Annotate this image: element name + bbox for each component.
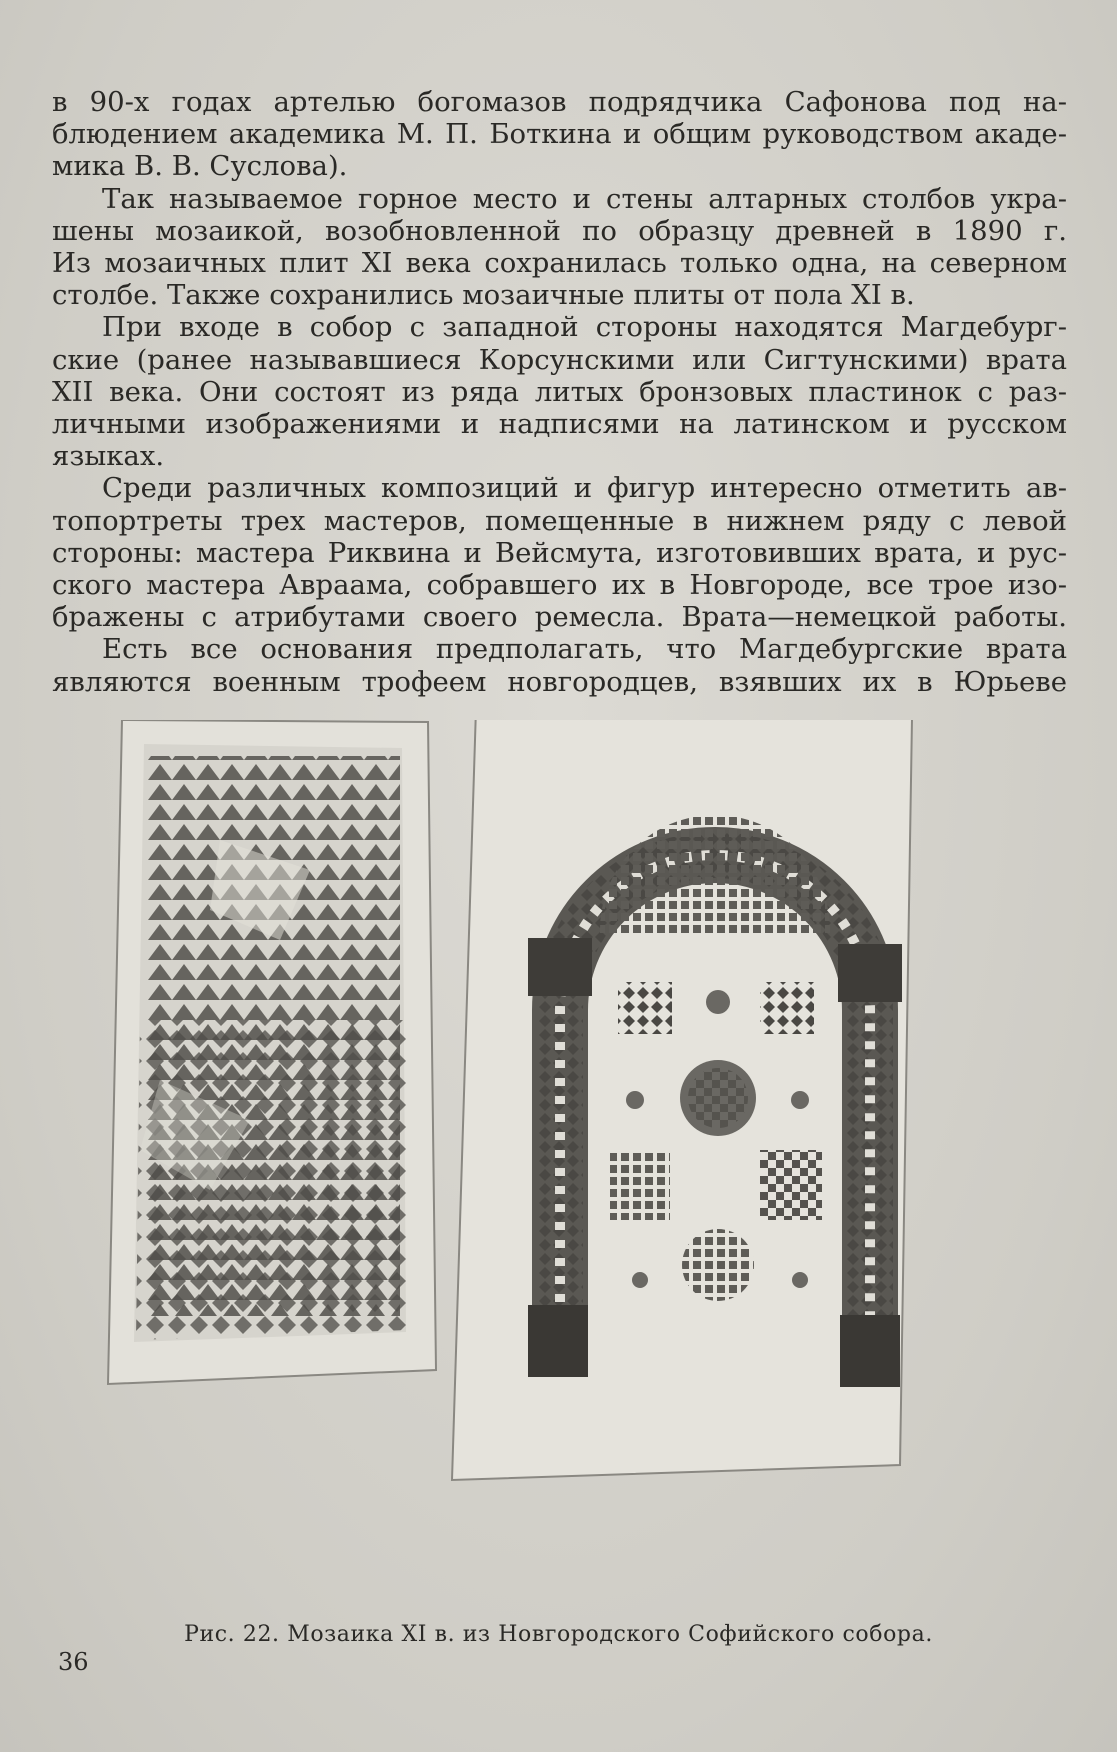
page-number: 36 (58, 1648, 89, 1676)
paragraph-3 (52, 311, 1067, 472)
text-line: бражены с атрибутами своего ремесла. Врата—немецкой работы. (52, 601, 1067, 634)
text-line: стороны: мастера Риквина и Вейсмута, изготовивших врата, и рус- (52, 536, 1067, 569)
text-line: языках. (52, 440, 165, 473)
text-line: Так называемое горное место и стены алтарных столбов укра- (102, 182, 1067, 215)
text-line: личными изображениями и надписями на латинском и русском (52, 408, 1067, 441)
text-line: Среди различных композиций и фигур интересно отметить ав- (102, 472, 1067, 505)
text-line: Есть все основания предполагать, что Магдебургские врата (102, 633, 1067, 666)
text-line: столбе. Также сохранились мозаичные плиты от пола XI в. (52, 279, 915, 312)
text-line: шены мозаикой, возобновленной по образцу древней в 1890 г. (52, 214, 1067, 247)
paragraph-4 (52, 472, 1067, 633)
paragraph-1 (52, 86, 1067, 183)
text-line: XII века. Они состоят из ряда литых бронзовых пластинок с раз- (52, 375, 1067, 408)
text-line: топортреты трех мастеров, помещенные в нижнем ряду с левой (52, 504, 1067, 537)
text-line: являются военным трофеем новгородцев, взявших их в Юрьеве (52, 665, 1067, 698)
right-mosaic-slab (452, 720, 912, 1480)
text-line: Из мозаичных плит XI века сохранилась только одна, на северном (52, 247, 1067, 280)
paragraph-2 (52, 183, 1067, 312)
text-line: блюдением академика М. П. Боткина и общим руководством акаде- (52, 118, 1067, 151)
left-mosaic-slab (108, 720, 436, 1384)
body-text (52, 86, 1067, 698)
text-line: ского мастера Авраама, собравшего их в Новгороде, все трое изо- (52, 569, 1067, 602)
text-line: ские (ранее называвшиеся Корсунскими или Сигтунскими) врата (52, 343, 1067, 376)
text-line: мика В. В. Суслова). (52, 150, 348, 183)
mosaic-figure (100, 720, 1010, 1610)
text-line: При входе в собор с западной стороны находятся Магдебург- (102, 311, 1067, 344)
paragraph-5 (52, 633, 1067, 697)
text-line: в 90-х годах артелью богомазов подрядчика Сафонова под на- (52, 86, 1067, 118)
mosaic-illustration (100, 720, 1010, 1610)
figure-caption: Рис. 22. Мозаика XI в. из Новгородского Софийского собора. (184, 1622, 933, 1647)
